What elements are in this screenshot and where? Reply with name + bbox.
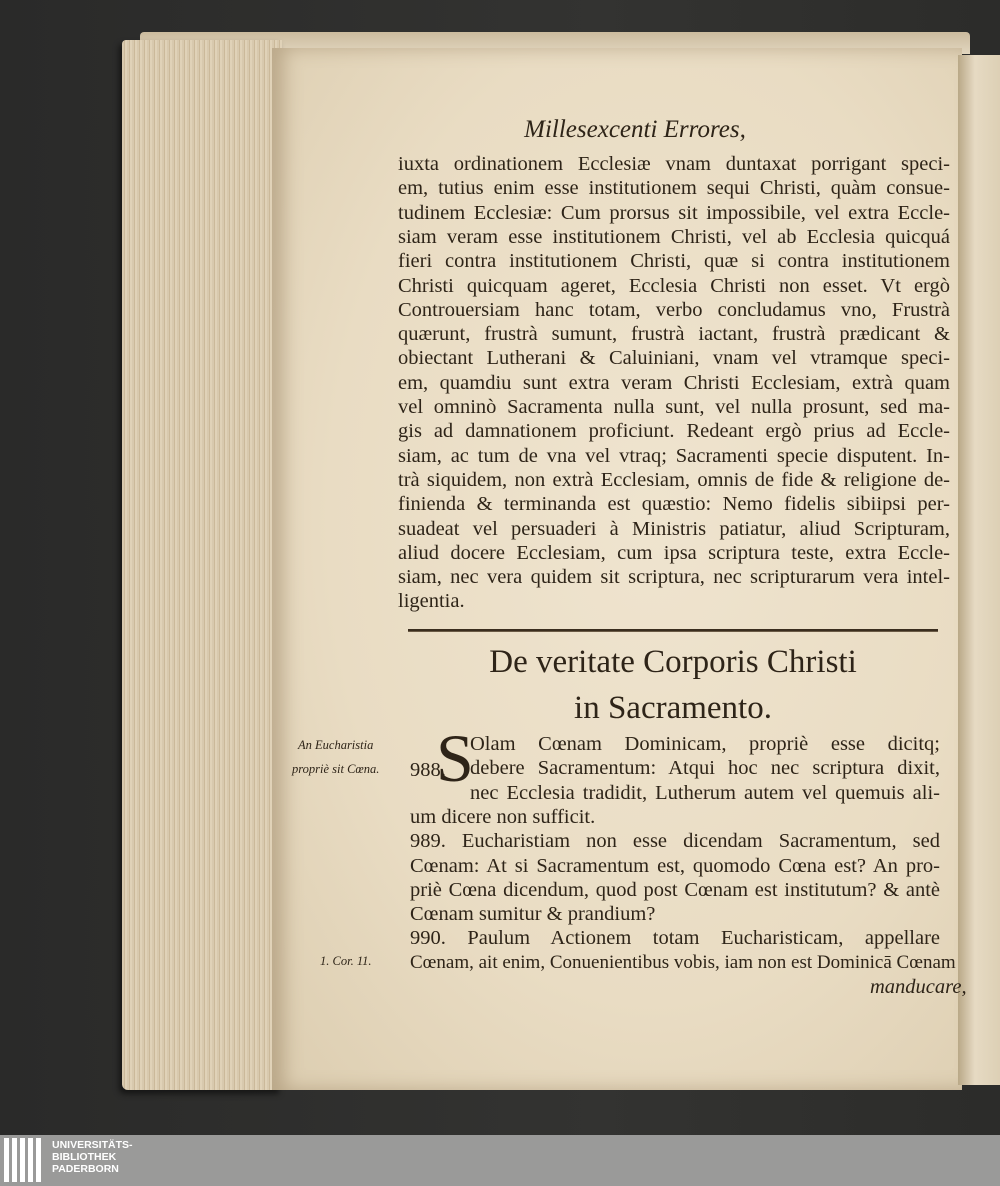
text-line: em, quamdiu sunt extra veram Christi Ecclesiam, extrà quam [398,371,950,394]
text-line: tudinem Ecclesiæ: Cum prorsus sit impossibile, vel extra Eccle- [398,201,950,224]
library-logo-icon [4,1138,41,1182]
margin-note: propriè sit Cœna. [292,762,380,776]
logo-line: UNIVERSITÄTS- [52,1139,133,1151]
logo-line: BIBLIOTHEK [52,1151,117,1163]
text-line: um dicere non sufficit. [410,805,596,828]
text-line: em, tutius enim esse institutionem sequi Christi, quàm consue- [398,177,950,200]
text-line: 989. Eucharistiam non esse dicendam Sacramentum, sed [410,830,940,853]
running-header: Millesexcenti Errores, [524,116,746,143]
section-title-line-1: De veritate Corporis Christi [489,644,857,680]
text-line: vel omninò Sacramenta nulla sunt, vel nulla prosunt, sed ma- [398,396,950,418]
text-line: priè Cœna dicendum, quod post Cœnam est institutum? & antè [410,878,940,901]
text-line: finienda & terminanda est quæstio: Nemo fidelis sibiipsi per- [398,493,950,516]
facing-page-edge [958,55,1000,1085]
text-line: Cœnam sumitur & prandium? [410,903,656,926]
margin-note: 1. Cor. 11. [320,954,372,968]
text-line: aliud docere Ecclesiam, cum ipsa scriptura teste, extra Eccle- [398,541,950,564]
text-line: suadeat vel persuaderi à Ministris patiatur, aliud Scripturam, [398,517,950,540]
footer-bar [0,1135,1000,1186]
text-line: trà siquidem, non extrà Ecclesiam, omnis de fide & religione de- [398,468,950,491]
text-line: debere Sacramentum: Atqui hoc nec scriptura dixit, [470,757,940,780]
logo-line: PADERBORN [52,1163,119,1175]
drop-cap: S [436,720,474,796]
text-line: ligentia. [398,590,465,613]
text-line: siam, nec vera quidem sit scriptura, nec scripturarum vera intel- [398,566,950,589]
item-number: 988. [410,759,446,781]
margin-note: An Eucharistia [298,738,374,752]
book-fore-edge [122,40,282,1090]
text-line: obiectant Lutherani & Caluiniani, vnam vel vtramque speci- [398,347,950,370]
text-line: Cœnam: At si Sacramentum est, quomodo Cœna est? An pro- [410,854,940,877]
section-title-line-2: in Sacramento. [574,690,772,726]
text-line: siam veram esse institutionem Christi, vel ab Ecclesia quicquá [398,225,950,248]
text-line: 990. Paulum Actionem totam Eucharisticam, appellare [410,927,940,950]
text-line: quærunt, frustrà sumunt, frustrà iactant, frustrà prædicant & [398,323,950,346]
text-line: Controuersiam hanc totam, verbo concludamus vno, Frustrà [398,298,950,321]
section-divider [408,629,938,632]
text-line: iuxta ordinationem Ecclesiæ vnam duntaxat porrigant speci- [398,153,950,175]
library-logo-text [52,1139,133,1175]
text-line: Olam Cœnam Dominicam, propriè esse dicitq; [470,733,940,755]
text-line: gis ad damnationem proficiunt. Redeant ergò prius ad Eccle- [398,420,950,443]
text-line: fieri contra institutionem Christi, quæ si contra institutionem [398,250,950,273]
text-line: Cœnam, ait enim, Conuenientibus vobis, iam non est Dominicā Cœnam [410,951,956,973]
text-line: siam, ac tum de vna vel vtraq; Sacramenti specie disputent. In- [398,444,950,467]
text-line: nec Ecclesia tradidit, Lutherum autem vel quemuis ali- [470,781,940,804]
text-line: manducare, [870,976,967,998]
text-line: Christi quicquam ageret, Ecclesia Christi non esset. Vt ergò [398,274,950,297]
